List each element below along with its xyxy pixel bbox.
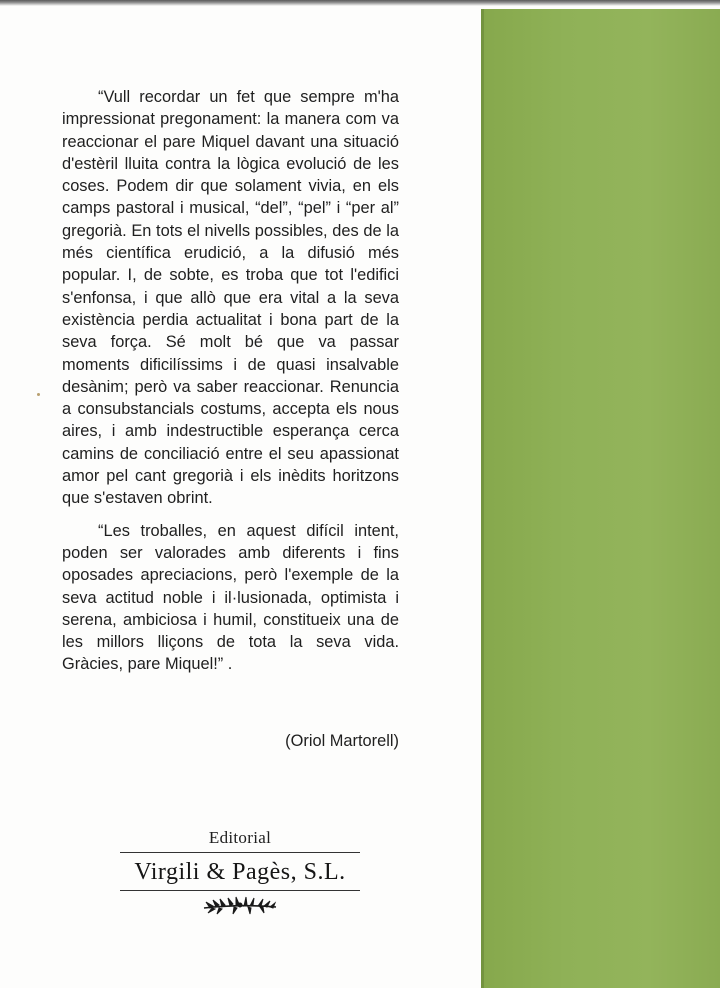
quote-paragraph-2: “Les troballes, en aquest difícil intent, poden ser valorades amb diferents i fins oposades apreciacions, però l'exemple de la seva actitud noble i il·lusionada, optimista i serena, ambiciosa i humil, constitueix una de les millors lliçons de tota la seva vida. Gràcies, pare Miquel!” . bbox=[62, 521, 399, 674]
quote-author: (Oriol Martorell) bbox=[285, 732, 399, 750]
quote-paragraph-1: “Vull recordar un fet que sempre m'ha impressionat pregonament: la manera com va reaccionar el pare Miquel davant una situació d'estèril lluita contra la lògica evolució de les coses. Podem dir que solament vivia, en els camps pastoral i musical, “del”, “pel” i “per al” gregorià. En tots el nivells possibles, des de la més científica erudició, a la difusió més popular. I, de sobte, es troba que tot l'edifici s'enfonsa, i que allò que era vital a la seva existència perdia actualitat i bona part de la seva força. Sé molt bé que va passar moments dificilíssims i de quasi insalvable desànim; però va saber reaccionar. Renuncia a consubstancials costums, accepta els nous aires, i amb indestructible esperança cerca camins de conciliació entre el seu apassionat amor pel cant gregorià i els inèdits horitzons que s'estaven obrint. bbox=[62, 88, 399, 508]
quote-text bbox=[62, 86, 399, 676]
publisher-label: Editorial bbox=[208, 828, 272, 847]
publisher-rule-bottom bbox=[120, 890, 360, 891]
plant-ornament-icon bbox=[200, 894, 280, 916]
publisher-name: Virgili & Pagès, S.L. bbox=[134, 859, 346, 885]
green-cover-strip bbox=[481, 9, 720, 988]
top-edge-shadow bbox=[0, 0, 720, 6]
publisher-rule-top bbox=[120, 852, 360, 853]
paper-speck bbox=[37, 393, 40, 396]
